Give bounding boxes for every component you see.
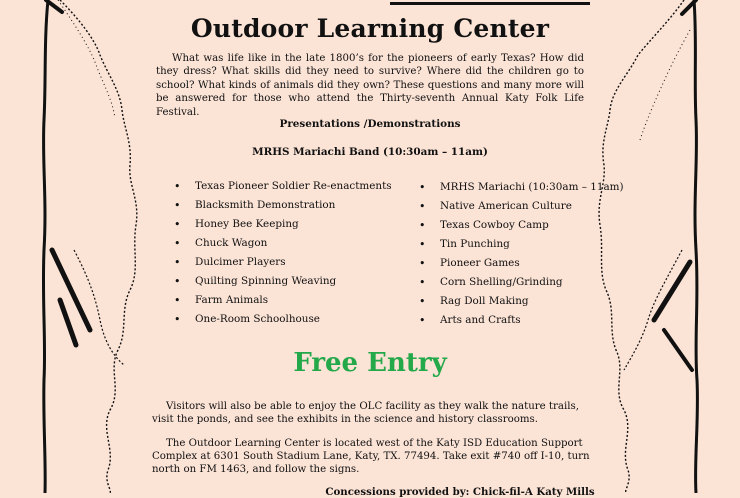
list-item: • Blacksmith Demonstration	[174, 196, 392, 215]
list-item: • Quilting Spinning Weaving	[174, 272, 392, 291]
left-activity-list	[174, 177, 392, 329]
right-activity-list	[419, 178, 624, 330]
band-heading: MRHS Mariachi Band (10:30am – 11am)	[252, 146, 488, 158]
list-item: • Pioneer Games	[419, 254, 624, 273]
list-item: • Arts and Crafts	[419, 311, 624, 330]
location-paragraph: The Outdoor Learning Center is located west of the Katy ISD Education Support Complex at 6301 South Stadium Lane, Katy, TX. 77494. Take exit #740 off I-10, turn north on FM 1463, and follow the signs.	[152, 438, 590, 476]
list-item: • Rag Doll Making	[419, 292, 624, 311]
list-item: • MRHS Mariachi (10:30am – 11am)	[419, 178, 624, 197]
list-item: • Corn Shelling/Grinding	[419, 273, 624, 292]
list-item: • Farm Animals	[174, 291, 392, 310]
list-item: • One-Room Schoolhouse	[174, 310, 392, 329]
list-item: • Dulcimer Players	[174, 253, 392, 272]
free-entry-heading: Free Entry	[293, 348, 447, 378]
list-item: • Tin Punching	[419, 235, 624, 254]
list-item: • Texas Cowboy Camp	[419, 216, 624, 235]
concessions-footer: Concessions provided by: Chick-fil-A Katy Mills	[325, 486, 595, 498]
list-item: • Honey Bee Keeping	[174, 215, 392, 234]
section-heading: Presentations /Demonstrations	[279, 118, 461, 130]
list-item: • Texas Pioneer Soldier Re-enactments	[174, 177, 392, 196]
flyer-content	[120, 0, 624, 498]
page-title: Outdoor Learning Center	[190, 14, 550, 43]
list-item: • Native American Culture	[419, 197, 624, 216]
clipped-header-line	[390, 0, 590, 5]
intro-paragraph: What was life like in the late 1800’s for the pioneers of early Texas? How did they dress? What skills did they need to survive? Where did the children go to school? What kinds of animals did they own? These questions and many more will be answered for those who attend the Thirty-seventh Annual Katy Folk Life Festival.	[156, 53, 584, 118]
list-item: • Chuck Wagon	[174, 234, 392, 253]
visitors-paragraph: Visitors will also be able to enjoy the OLC facility as they walk the nature trails, visit the ponds, and see the exhibits in the science and history classrooms.	[152, 401, 579, 426]
